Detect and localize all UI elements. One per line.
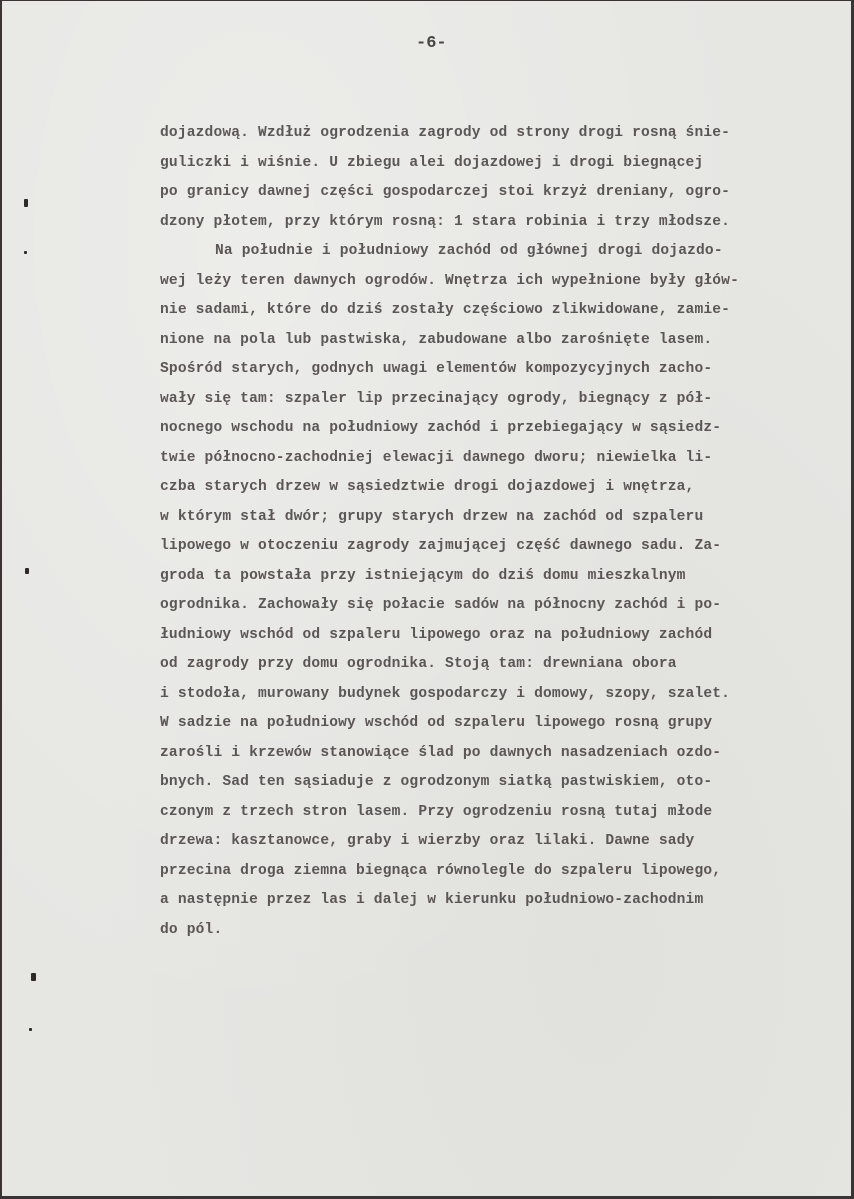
- page-number: -6-: [416, 34, 447, 53]
- text-line: ogrodnika. Zachowały się połacie sadów na północny zachód i po-: [160, 597, 722, 613]
- text-line: od zagrody przy domu ogrodnika. Stoją tam: drewniana obora: [160, 656, 677, 672]
- text-line: twie północno-zachodniej elewacji dawnego dworu; niewielka li-: [160, 449, 713, 466]
- text-line: w którym stał dwór; grupy starych drzew na zachód od szpaleru: [160, 508, 704, 525]
- text-line: groda ta powstała przy istniejącym do dziś domu mieszkalnym: [160, 567, 686, 584]
- text-line: nocnego wschodu na południowy zachód i przebiegający w sąsiedz-: [160, 420, 722, 436]
- text-line: czonym z trzech stron lasem. Przy ogrodzeniu rosną tutaj młode: [160, 803, 713, 820]
- text-line: lipowego w otoczeniu zagrody zajmującej część dawnego sadu. Za-: [160, 538, 722, 554]
- text-line: a następnie przez las i dalej w kierunku południowo-zachodnim: [160, 892, 704, 908]
- text-line: nie sadami, które do dziś zostały częściowo zlikwidowane, zamie-: [160, 302, 731, 318]
- text-line: dojazdową. Wzdłuż ogrodzenia zagrody od strony drogi rosną śnie-: [160, 125, 731, 141]
- text-line: nione na pola lub pastwiska, zabudowane albo zarośnięte lasem.: [160, 331, 713, 348]
- text-line: drzewa: kasztanowce, graby i wierzby oraz lilaki. Dawne sady: [160, 833, 695, 849]
- text-line: przecina droga ziemna biegnąca równolegle do szpaleru lipowego,: [160, 862, 722, 879]
- text-line: po granicy dawnej części gospodarczej stoi krzyż dreniany, ogro-: [160, 184, 731, 200]
- margin-mark: [31, 973, 36, 981]
- text-line: zarośli i krzewów stanowiące ślad po dawnych nasadzeniach ozdo-: [160, 744, 722, 761]
- text-line: wały się tam: szpaler lip przecinający ogrody, biegnący z pół-: [160, 390, 713, 407]
- text-line: dzony płotem, przy którym rosną: 1 stara robinia i trzy młodsze.: [160, 213, 731, 230]
- margin-mark: [24, 199, 28, 207]
- text-line: czba starych drzew w sąsiedztwie drogi dojazdowej i wnętrza,: [160, 479, 695, 495]
- document-body: [160, 119, 850, 945]
- margin-mark: [24, 251, 27, 254]
- text-line: guliczki i wiśnie. U zbiegu alei dojazdowej i drogi biegnącej: [160, 154, 704, 171]
- text-line: bnych. Sad ten sąsiaduje z ogrodzonym siatką pastwiskiem, oto-: [160, 774, 713, 790]
- text-line: do pól.: [160, 921, 223, 938]
- text-line: W sadzie na południowy wschód od szpaleru lipowego rosną grupy: [160, 715, 713, 731]
- text-line: Spośród starych, godnych uwagi elementów kompozycyjnych zacho-: [160, 361, 713, 377]
- text-line: i stodoła, murowany budynek gospodarczy i domowy, szopy, szalet.: [160, 685, 731, 702]
- margin-mark: [29, 1028, 32, 1031]
- text-line: wej leży teren dawnych ogrodów. Wnętrza ich wypełnione były głów-: [160, 272, 739, 289]
- text-line: Na południe i południowy zachód od głównej drogi dojazdo-: [215, 243, 723, 259]
- document-page: [2, 1, 851, 1196]
- text-line: łudniowy wschód od szpaleru lipowego oraz na południowy zachód: [160, 626, 713, 643]
- margin-mark: [25, 568, 29, 574]
